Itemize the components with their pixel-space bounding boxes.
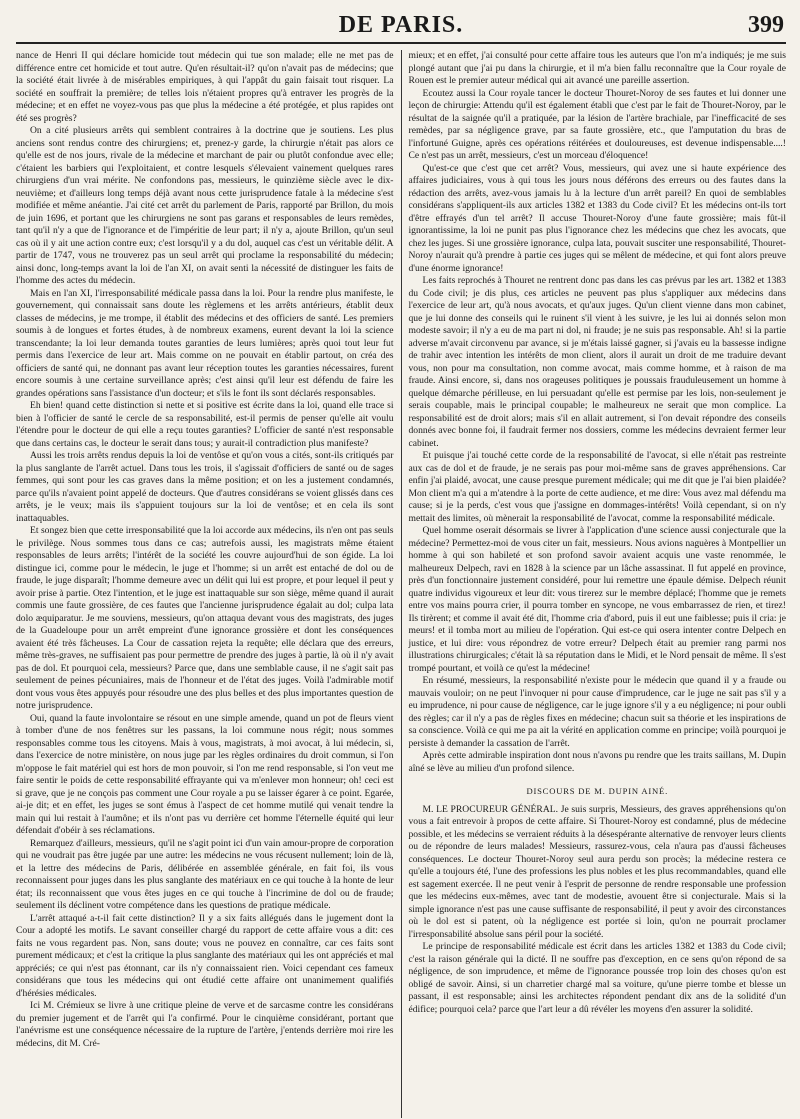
page-header (16, 12, 786, 44)
page-number: 399 (748, 12, 784, 38)
paragraph: nance de Henri II qui déclare homicide tout médecin qui tue son malade; elle ne met pas de différence entre cet homicide et tout autre. Qu'en résultait-il? qu'on n'avait pas de médecins; que la société était livrée à de misérables empiriques, à qui l'appât du gain faisait tout risquer. La société en souffrait la première; de telles lois n'étaient propres qu'à entraver les progrès de la médecine; et en effet ne voyez-vous pas que plus la médecine a été protégée, et plus rapides ont été ses progrès? (16, 50, 394, 124)
right-column (402, 50, 787, 1118)
paragraph: mieux; et en effet, j'ai consulté pour cette affaire tous les auteurs que l'on m'a indiqués; je me suis plongé autant que j'ai pu dans la chirurgie, et il m'a bien fallu reconnaître que la Cour royale de Rouen est le premier auteur médical qui ait avancé une pareille assertion. (408, 50, 786, 86)
paragraph: Ecoutez aussi la Cour royale tancer le docteur Thouret-Noroy de ses fautes et lui donner une leçon de chirurgie: Attendu qu'il est également établi que c'est par le fait de Thouret-Noroy, par le résultat de la saignée qu'il a pratiquée, par la lésion de l'artère brachiale, par l'inefficacité de ses remèdes, par sa négligence grave, par sa faute grossière, etc., que l'amputation du bras de l'infortuné Guigne, après ces opérations réitérées et douloureuses, est devenue indispensable....! Ce n'est pas un arrêt, messieurs, c'est un morceau d'éloquence! (408, 87, 786, 161)
paragraph: Qu'est-ce que c'est que cet arrêt? Vous, messieurs, qui avez une si haute expérience des affaires judiciaires, vous à qui tous les jours nous déférons des erreurs ou des fautes dans la rédaction des arrêts, avez-vous jamais lu à la lecture d'un arrêt pareil? En quoi de semblables considérans s'appliquent-ils aux articles 1382 et 1383 du Code civil? Et les médecins ont-ils tort d'être effrayés d'un tel arrêt? Il accuse Thouret-Noroy d'une faute grossière; mais fût-il ignorantissime, la loi ne punit pas plus l'ignorance chez les médecins que chez les avocats, que chez les juges. Si une grossière ignorance, culpa lata, pouvait susciter une responsabilité, Thouret-Noroy n'aurait qu'à prendre à partie ces juges qui se mêlent de médecine, et qui font alors preuve d'une énorme ignorance! (408, 162, 786, 274)
paragraph: Aussi les trois arrêts rendus depuis la loi de ventôse et qu'on vous a cités, sont-ils critiqués par la plus sanglante de l'arrêt actuel. Dans tous les trois, il s'agissait d'officiers de santé ou de sages femmes, qui sont pour les cas graves dans la même position; et on les a justement condamnés, parce qu'ils n'avaient point appelé de docteurs. Que d'autres considérans se voient glissés dans ces arrêts, je le veux; mais ils s'appuient toujours sur la loi de ventôse; et en cela ils sont inattaquables. (16, 450, 394, 524)
paragraph: Les faits reprochés à Thouret ne rentrent donc pas dans les cas prévus par les art. 1382 et 1383 du Code civil; je dis plus, ces articles ne peuvent pas plus s'appliquer aux médecins dans l'exercice de leur art, qu'à nous avocats, et qu'aux juges. Qu'un client vienne dans mon cabinet, que je lui donne des conseils qui le ruinent s'il vient à les suivre, je les lui ai donnés selon mon modeste savoir; il n'y a eu de ma part ni dol, ni fraude; je ne suis pas responsable. Ah! si la partie adverse m'avait circonvenu par avance, si je m'étais laissé gagner, si j'avais eu la bassesse indigne de trahir avec intention les intérêts de mon client, alors il aurait un droit de me traduire devant vous, non pour ma consultation, non comme avocat, mais comme homme, et à raison de ma fraude. Ainsi encore, si, dans nos orageuses politiques je poussais frauduleusement un homme à quelque démarche périlleuse, en lui persuadant qu'elle est permise par les lois, non-seulement je serais coupable, mais le principal coupable; le malheureux ne serait que mon complice. La responsabilité est de droit alors; mais s'il en allait autrement, si l'on devait répondre des conseils donnés avec bonne foi, il faudrait fermer nos dossiers, comme les médecins devraient fermer leur cabinet. (408, 275, 786, 449)
paragraph: Et puisque j'ai touché cette corde de la responsabilité de l'avocat, si elle n'était pas restreinte aux cas de dol et de fraude, je ne serais pas pour moi-même sans de graves appréhensions. Car enfin j'ai plaidé, avocat, une cause presque purement médicale; qui me dit que je l'ai bien plaidée? Mon client m'a qui a m'atendre à la porte de cette audience, et me dire: Vous avez mal défendu ma cause; si je la perds, c'est vous que j'assigne en dommages-intérêts! Voilà cependant, si on n'y mettait des limites, où mènerait la responsabilité de l'avocat, comme la responsabilité médicale. (408, 450, 786, 524)
paragraph: Eh bien! quand cette distinction si nette et si positive est écrite dans la loi, quand elle trace si bien à l'officier de santé le cercle de sa responsabilité, est-il permis de penser qu'elle ait voulu l'étendre pour le docteur de qui elle a reçu toutes garanties? L'officier de santé n'est responsable que dans certains cas, le docteur le serait dans tous; y aurait-il contradiction plus manifeste? (16, 400, 394, 449)
paragraph: M. LE PROCUREUR GÉNÉRAL. Je suis surpris, Messieurs, des graves appréhensions qu'on vous a fait entrevoir à propos de cette affaire. Si Thouret-Noroy est condamné, plus de médecine possible, et les médecins se verraient réduits à la désespérante alternative de renvoyer leurs clients ou de répondre de leurs malades! Messieurs, rassurez-vous, cela n'aura pas d'aussi fâcheuses conséquences. Le docteur Thouret-Noroy seul aura perdu son procès; la médecine restera ce qu'elle a toujours été, l'une des professions les plus nobles et les plus recommandables, quand elle est sagement exercée. Il ne peut venir à l'esprit de personne de rendre responsable une profession que les médecins eux-mêmes, avec tant de modestie, avouent être si conjecturale. Mais si la simple ignorance n'est pas une cause suffisante de responsabilité, il peut y avoir des circonstances où le dol est si patent, où la négligence est portée si loin, qu'on ne pourrait proclamer l'irresponsabilité absolue sans péril pour la société. (408, 803, 786, 940)
paragraph: Mais en l'an XI, l'irresponsabilité médicale passa dans la loi. Pour la rendre plus manifeste, le gouvernement, qui connaissait sans doute les règlemens et les arrêts antérieurs, établit deux classes de médecins, je me trompe, il établit des médecins et des officiers de santé. Les premiers soumis à de longues et fortes études, à de nombreux examens, eurent devant la loi la science transcendante; la loi leur demanda toutes garanties de leurs lumières; après quoi tout leur fut permis dans l'exercice de leur art. Mais comme on ne pouvait en établir partout, on créa des officiers de santé qui, ne donnant pas avant leur réception toutes les garanties nécessaires, furent encore soumis à une certaine surveillance après; c'est ainsi qu'il leur est défendu de faire les grandes opérations sans l'assistance d'un docteur; et s'ils le font ils sont déclarés responsables. (16, 287, 394, 399)
running-title: DE PARIS. (338, 12, 464, 38)
left-column (16, 50, 401, 1118)
paragraph: Ici M. Crémieux se livre à une critique pleine de verve et de sarcasme contre les considérans du premier jugement et de l'arrêt qui l'a confirmé. Pour le cinquième considérant, portant que l'anévrisme est une conséquence nécessaire de la rupture de l'artère, j'entends derrière moi rire les médecins, dit M. Cré- (16, 1000, 394, 1049)
paragraph: Le principe de responsabilité médicale est écrit dans les articles 1382 et 1383 du Code civil; c'est la raison générale qui la dicté. Il ne souffre pas d'exception, en ce sens qu'on répond de sa négligence, de son imprudence, et même de l'ignorance poussée trop loin des choses qu'on est obligé de savoir. Ainsi, si un charretier chargé mal sa voiture, qu'une pierre tombe et blesse un passant, il est responsable; ainsi les architectes répondent pendant dix ans de la solidité d'un édifice; pourquoi cela? parce que l'art leur a dû révéler les moyens d'en assurer la solidité. (408, 941, 786, 1015)
paragraph: Oui, quand la faute involontaire se résout en une simple amende, quand un pot de fleurs vient à tomber d'une de nos fenêtres sur les passans, la loi commune nous régit; nous sommes responsables comme tous les citoyens. Mais à vous, magistrats, à moi avocat, à lui médecin, si, dans l'exercice de notre ministère, on nous juge par les règles ordinaires du droit commun, si l'on m'oppose le fait matériel qui est hors de mon pouvoir, si l'on me rend responsable, si l'on veut me faire sentir le poids de cette responsabilité effrayante qui va m'enlever mon honneur; oh! ceci est si grave, que je ne conçois pas comment une Cour royale a pu se laisser égarer à ce point. Egarée, ai-je dit; et en effet, les juges se sont émus à l'aspect de cet homme mutilé qui venait tendre la main qui lui restait à l'aumône; et ils n'ont pas vu derrière cet homme l'éternelle équité qui leur défendait d'obéir à ses réclamations. (16, 712, 394, 836)
paragraph: On a cité plusieurs arrêts qui semblent contraires à la doctrine que je soutiens. Les plus anciens sont rendus contre des chirurgiens; et, prenez-y garde, la chirurgie n'était pas alors ce qu'elle est de nos jours, rivale de la médecine et marchant de pair ou plutôt confondue avec elle; c'étaient les barbiers qui l'exploitaient, et contre lesquels s'élevaient vainement quelques rares chirurgiens d'un vrai mérite. Ne confondons pas, messieurs, le quinzième siècle avec le dix-neuvième; et d'ailleurs long temps déjà avant nous cette jurisprudence fatale à la médecine s'est modifiée et même anéantie. J'ai cité cet arrêt du parlement de Paris, rapporté par Brillon, du mois de juin 1696, et portant que les chirurgiens ne sont pas garans et responsables de leurs remèdes, tant qu'il n'y a que de l'ignorance et de l'impéritie de leur part; il n'y a, ajoute Brillon, qu'un seul cas où il y ait une action contre eux; c'est lorsqu'il y a du dol, auquel cas c'est un véritable délit. A partir de 1747, vous ne trouverez pas un seul arrêt qui proclame la responsabilité du médecin; ainsi donc, long-temps avant la loi de l'an XI, on avait senti la nécessité de distinguer les faits de l'homme des actes du médecin. (16, 125, 394, 286)
section-heading: DISCOURS DE M. DUPIN AINÉ. (526, 786, 669, 796)
paragraph: Après cette admirable inspiration dont nous n'avons pu rendre que les traits saillans, M. Dupin aîné se lève au milieu d'un profond silence. (408, 750, 786, 774)
paragraph: Remarquez d'ailleurs, messieurs, qu'il ne s'agit point ici d'un vain amour-propre de corporation qui ne voudrait pas être jugée par une autre: les médecins ne vous récusent nullement; loin de là, et la lettre des médecins de Paris, délibérée en assemblée générale, en fait foi, ils vous reconnaissent pour juges dans les plus sanglante des matériaux en ce qui touche à la honte de leur état; ils reconnaissent que vous êtes juges en ce qui touche à l'incrimine de dol ou de fraude; seulement ils déclinent votre compétence dans les questions de pratique médicale. (16, 837, 394, 911)
paragraph: L'arrêt attaqué a-t-il fait cette distinction? Il y a six faits allégués dans le jugement dont la Cour a adopté les motifs. Le savant conseiller chargé du rapport de cette affaire vous a dit: ces faits ne vous regardent pas. Non, sans doute; vous ne pouvez en connaître, car ces faits sont purement médicaux; et c'est la critique la plus sanglante des matériaux qui les ont appréciés et mal appréciés; ce qui n'est pas étonnant, car ils n'y connaissaient rien. Voici cependant ces fameux considérans que tous les médecins qui ont étudié cette affaire ont unanimement qualifiés d'hérésies médicales. (16, 912, 394, 999)
paragraph: Et songez bien que cette irresponsabilité que la loi accorde aux médecins, ils n'en ont pas seuls le privilège. Nous sommes tous dans ce cas; autrefois aussi, les magistrats même étaient responsables de leurs arrêts; l'intérêt de la société les couvre aujourd'hui de son égide. La loi distingue ici, comme pour le médecin, le juge et l'homme; si un arrêt est entaché de dol ou de fraude, le juge disparaît; l'homme demeure avec un délit qui lui est propre, et pour lequel il peut y avoir prise à partie. Otez l'intention, et le juge est inattaquable sur son siège, même quand il aurait commis une faute grossière, de ces fautes que l'ancienne jurisprudence égalait au dol; culpa lata dolo æquiparatur. Je me souviens, messieurs, qu'on attaqua devant vous des magistrats, des juges de la Guadeloupe pour un arrêt empreint d'une ignorance grossière et dont les conséquences avaient été très fâcheuses. La Cour de cassation rejeta la requête; elle déclara que des erreurs, même très-graves, ne suffisaient pas pour permettre de prendre des juges à partie, là où il n'y avait pas de dol. Et pourquoi cela, messieurs? Parce que, dans une semblable cause, il ne s'agit sait pas seulement de peines pécuniaires, mais de l'honneur et de l'état des juges. Voilà l'admirable motif dont vous vous êtes appuyés pour résoudre une des plus belles et des plus importantes question de notre jurisprudence. (16, 525, 394, 711)
paragraph: Quel homme oserait désormais se livrer à l'application d'une science aussi conjecturale que la médecine? Permettez-moi de vous citer un fait, messieurs. Nous avions naguères à Montpellier un homme à qui son habileté et son profond savoir avaient acquis une vaste renommée, le malheureux Delpech, ravi en 1828 à la science par un lâche assassinat. Il fut appelé en province, près d'un fonctionnaire justement considéré, pour lui remettre une épaule démise. Delpech réunit quatre individus vigoureux et leur dit: vous tirerez sur le membre déplacé; l'homme que je remets entre vos mains pourra crier, il pourra tomber en syncope, ne vous embarrassez de rien, et tirez! Ils tirèrent; et comme il avait été dit, l'homme cria d'abord, puis il eut une faiblesse; puis il cria: je meurs! et il tomba mort au milieu de l'opération. Qui est-ce qui osera intenter contre Delpech en justice, et lui dire: vous répondrez de votre erreur? Delpech était au premier rang parmi nos illustrations chirurgicales; c'était là sa réputation dans le Midi, et le Nord pensait de même. Il s'est trompé pourtant, et voilà ce qu'est la médecine! (408, 525, 786, 674)
paragraph: En résumé, messieurs, la responsabilité n'existe pour le médecin que quand il y a fraude ou mauvais vouloir; on ne peut l'invoquer ni pour cause d'imprudence, car le juge ne sait pas s'il y a eu imprudence, ni pour cause de négligence, car le juge ignore s'il y a eu négligence; ni pour oubli des règles; car il n'y a pas de règles fixes en médecine; chacun suit sa théorie et les inspirations de sa conscience. Voilà ce qui me pa ait la vérité en application comme en principe; voilà pourquoi je persiste à demander la cassation de l'arrêt. (408, 675, 786, 749)
text-columns (16, 50, 786, 1118)
